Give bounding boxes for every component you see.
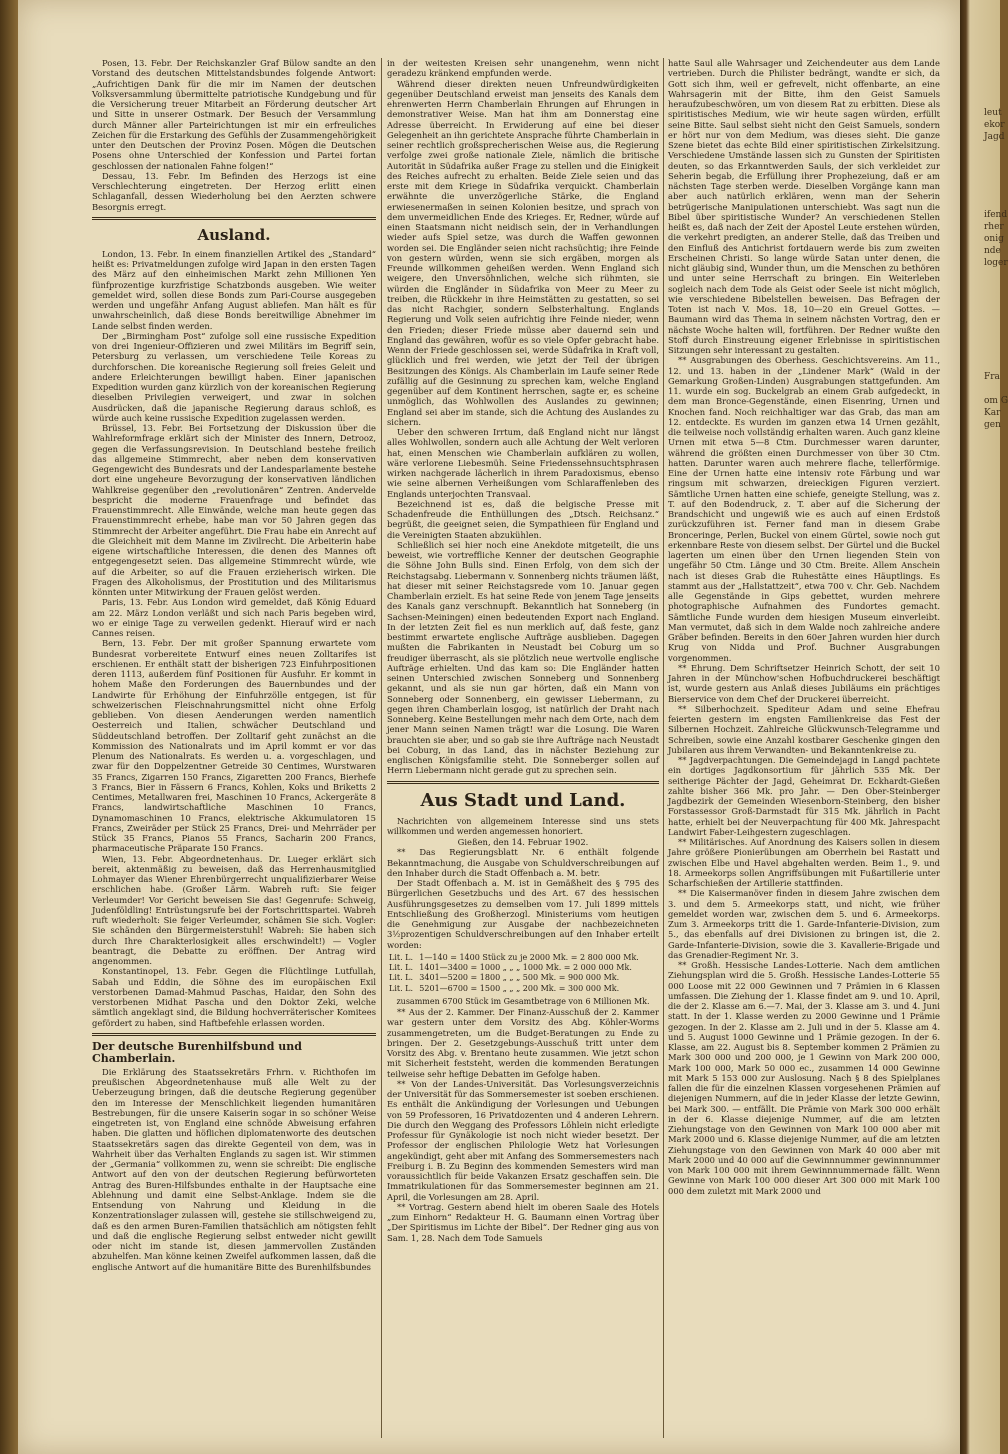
article-universitaet: ** Von der Landes-Universität. Das Vorlesungsverzeichnis der Universität für das Sommersemester ist soeben erschienen. Es enthält die Ankündigung der Vorlesungen und Uebungen von 59 Professoren, 16 Privatdozenten und 4 anderen Lehrern. Die durch den Weggang des Professors Löhlein nicht erledigte Professur für Gynäkologie ist noch nicht wieder besetzt. Der Professor der englischen Philologie Wetz hat Vorlesungen angekündigt, geht aber mit Anfang des Sommersemesters nach Freiburg i. B. Zu Beginn des kommenden Semesters wird man voraussichtlich für beide Vakanzen Ersatz geschaffen sein. Die Immatrikulationen für das Sommersemester beginnen am 21. April, die Vorlesungen am 28. April. [387,1078,659,1202]
dateline: Gießen, den 14. Februar 1902. [457,837,589,847]
next-page-fragment: leut [984,108,1002,118]
next-page-fragment: onig [984,234,1004,244]
table-row [387,973,659,983]
article-birmingham: Der „Birmingham Post“ zufolge soll eine russische Expedition von drei Ingenieur-Offizieren und zwei Militärs im Begriff sein, Petersburg zu verlassen, um verschiedene Teile Koreas zu durchforschen. Die koreanische Regierung soll freies Geleit und andere Erleichterungen bewilligt haben. Einer japanischen Expedition wurden ganz kürzlich von der koreanischen Regierung dieselben Privilegien verweigert, und zwar in solchen Ausdrücken, daß die japanische Regierung daraus schloß, es würde auch keine russische Expedition zugelassen werden. [92,330,376,423]
next-page-edge [960,0,1008,1454]
column-rule-1 [381,58,382,1438]
next-page-fragment: rher [984,222,1004,232]
section-title-stadt-land: Aus Stadt und Land. [420,789,626,811]
article-vortrag: ** Vortrag. Gestern abend hielt im oberen Saale des Hotels „zum Einhorn“ Redakteur H. G. Baumann einen Vortrag über „Der Spiritismus im Lichte der Bibel“. Der Redner ging aus von Sam. 1, 28. Nach dem Tode Samuels [387,1201,659,1243]
column-1 [92,58,376,1438]
article-offenbach: Der Stadt Offenbach a. M. ist in Gemäßheit des § 795 des Bürgerlichen Gesetzbuchs und des Art. 67 des hessischen Ausführungsgesetzes zu demselben vom 17. Juli 1899 mittels Entschließung des Großherzogl. Ministeriums vom heutigen die Genehmigung zur Ausgabe der nachbezeichneten 3½prozentigen Schuldverschreibungen auf den Inhaber erteilt worden: [387,878,659,950]
article-silberhochzeit: ** Silberhochzeit. Spediteur Adam und seine Ehefrau feierten gestern im engsten Familienkreise das Fest der Silbernen Hochzeit. Zahlreiche Glückwunsch-Telegramme und Schreiben, sowie eine Anzahl kostbarer Geschenke gingen den Jubilaren aus ihrem Verwandten- und Bekanntenkreise zu. [668,703,940,755]
next-page-fragment: Jagd [984,132,1005,142]
article-lotterie: ** Großh. Hessische Landes-Lotterie. Nach dem amtlichen Ziehungsplan wird die 5. Großh. Hessische Landes-Lotterie 55 000 Loose mit 22 000 Gewinnen und 7 Prämien in 6 Klassen umfassen. Die Ziehung der 1. Klasse findet am 9. und 10. April, die der 2. Klasse am 6.—7. Mai, der 3. Klasse am 3. und 4. Juni statt. In der 1. Klasse werden zu 2000 Gewinne und 1 Prämie gezogen. In der 2. Klasse am 2. Juli und in der 5. Klasse am 4. und 5. August 1000 Gewinne und 1 Prämie gezogen. In der 6. Klasse, am 22. August bis 8. September kommen 2 Prämien zu Mark 300 000 und 200 000, je 1 Gewinn von Mark 200 000, Mark 100 000, Mark 50 000 ec., zusammen 14 000 Gewinne mit Mark 5 153 000 zur Auslosung. Nach § 8 des Spielplanes fallen die für die einzelnen Klassen vorgesehenen Prämien auf diejenigen Nummern, auf die in jeder Klasse der letzte Gewinn, bei Mark 300. — entfällt. Die Prämie von Mark 300 000 erhält in der 6. Klasse diejenige Nummer, auf die am letzten Ziehungstage von den Gewinnen von Mark 100 000 aber mit Mark 2000 und 6. Klasse diejenige Nummer, auf die am letzten Ziehungstage von den Gewinnen von Mark 40 000 aber mit Mark 2000 und 40 000 auf die Gewinnnummer gewinnnummer von Mark 100 000 mit ihrem Gewinnnummernade fällt. Wenn Gewinne von Mark 100 000 dieser Art 300 000 mit Mark 100 000 dem zuletzt mit Mark 2000 und [668,960,940,1196]
article-militaerisches: ** Militärisches. Auf Anordnung des Kaisers sollen in diesem Jahre größere Pionierübungen am Oberrhein bei Rastatt und zwischen Elbe und Havel abgehalten werden. Beim 1., 9. und 18. Armeekorps sollen Angriffsübungen mit Fußartillerie unter Scharfschießen der Artillerie stattfinden. [668,837,940,888]
editorial-note: Nachrichten von allgemeinem Interesse sind uns stets willkommen und werden angemessen honoriert. [387,816,659,836]
next-page-fragment: nde [984,246,1001,256]
article-sonneberg: Schließlich sei hier noch eine Anekdote mitgeteilt, die uns beweist, wie vortreffliche Kenner der deutschen Geographie die Söhne John Bulls sind. Einen Erfolg, von dem sich der Reichstagsabg. Liebermann v. Sonnenberg nichts träumen läßt, hat dieser mit seiner Reichstagsrede vom 10. Januar gegen Chamberlain erzielt. Es hat seine Rede von jenem Tage jenseits des Kanals ganz verschnupft. Bekanntlich hat Sonneberg (in Sachsen-Meiningen) einen bedeutenden Export nach England. In der letzten Zeit fiel es nun merklich auf, daß feste, ganz bestimmt erwartete englische Aufträge ausblieben. Dagegen mußten die Fabrikanten in Neustadt bei Coburg um so freudiger überrascht, als sie plötzlich neue wertvolle englische Aufträge erhielten. Und das kam so: Die Engländer hatten seinen Unterschied zwischen Sonneberg und Sonnenberg gekannt, und als sie nun gar hörten, daß ein Mann von Sonneberg oder Sonnenberg, ein gewisser Liebermann, zu gegen ihren Chamberlain losgog, ist natürlich der Draht nach Sonneberg. Keine Bestellungen mehr nach dem Orte, nach dem jener Mann seinen Namen trägt! war die Losung. Die Waren brauchten sie aber, und so gab sie ihre Aufträge nach Neustadt bei Coburg, in das Land, das in nächster Beziehung zur englischen Königsfamilie steht. Die Sonneberger sollen auf Herrn Liebermann nicht gerade gut zu sprechen sein. [387,539,659,776]
section-title-buren: Der deutsche Burenhilfsbund und Chamberlain. [92,1039,302,1065]
article-jagdverpachtungen: ** Jagdverpachtungen. Die Gemeindejagd in Langd pachtete ein dortiges Jagdkonsortium für jährlich 535 Mk. Der seitherige Pächter der Jagd, Geheimrat Dr. Eckhardt-Gießen zahlte bisher 366 Mk. pro Jahr. — Den Ober-Steinberger Jagdbezirk der Gemeinden Wiesenborn-Steinberg, den bisher Forstassessor Groß-Darmstadt für 315 Mk. jährlich in Pacht hatte, erhielt bei der Neuverpachtung für 400 Mk. Jahrespacht Landwirt Faber-Leihgestern zugeschlagen. [668,755,940,837]
article-buren-cont: in der weitesten Kreisen sehr unangenehm, wenn nicht geradezu kränkend empfunden werde. [387,58,659,79]
article-bern: Bern, 13. Febr. Der mit großer Spannung erwartete vom Bundesrat vorbereitete Entwurf eines neuen Zolltarifes ist erschienen. Er enthält statt der bisherigen 723 Einfuhrpositionen deren 1113, außerdem fünf Positionen für Ausfuhr. Er kommt in hohem Maße den Forderungen des Bauernbundes und der Landwirte für Erhöhung der Einfuhrzölle entgegen, ist für schweizerischen Fleischnahrungsmittel nicht ohne Erfolg geblieben. Von diesen Aenderungen werden namentlich Oesterreich und Italien, schwächer Deutschland und Süddeutschland betroffen. Der Zolltarif geht zunächst an die Kommission des Nationalrats und im April kommt er vor das Plenum des Nationalrats. Es werden u. a. vorgeschlagen, und zwar für den Doppelzentner Getreide 30 Centimes, Wurstwaren 35 Francs, Zigarren 150 Francs, Zigaretten 200 Francs, Bierhefe 3 Francs, Bier in Fässern 6 Francs, Kohlen, Koks und Briketts 2 Centimes, Metallwaren frei, Maschinen 10 Francs, Ackergeräte 8 Francs, landwirtschaftliche Maschinen 10 Francs, Dynamomaschinen 10 Francs, elektrische Akkumulatoren 15 Francs, Zweiräder per Stück 25 Francs, Drei- und Mehrräder per Stück 35 Francs, Pianos 55 Francs, Sacharin 200 Francs, pharmaceutische Präparate 150 Francs. [92,638,376,854]
table-cell: 1401—3400 = 1000 „ „ „ 1000 Mk. = 2 000 000 Mk. [419,963,632,972]
article-dessau: Dessau, 13. Febr. Im Befinden des Herzogs ist eine Verschlechterung eingetreten. Der Herzog erlitt einen Schlaganfall, dessen Wiederholung bei den Aerzten schwere Besorgnis erregt. [92,170,376,212]
table-cell: Lit. L. [389,983,414,993]
binding-edge-left [0,0,18,1454]
article-london: London, 13. Febr. In einem finanziellen Artikel des „Standard“ heißt es: Privatmeldungen zufolge wird Japan in den ersten Tagen des März auf den einheimischen Markt zehn Millionen Yen fünfprozentige kurzfristige Schatzbonds ausgeben. Wie weiter gemeldet wird, sollen diese Bonds zum Pari-Course ausgegeben werden und ungefähr Anfang August abliefen. Man hält es für unwahrscheinlich, daß diese Bonds bereitwillige Abnehmer im Lande selbst finden werden. [92,248,376,331]
article-paris: Paris, 13. Febr. Aus London wird gemeldet, daß König Eduard am 22. März London verläßt und sich nach Paris begeben wird, wo er einige Tage zu verweilen gedenkt. Hierauf wird er nach Cannes reisen. [92,597,376,638]
table-row [387,953,659,963]
article-regierungsblatt: ** Das Regierungsblatt Nr. 6 enthält folgende Bekanntmachung, die Ausgabe von Schuldverschreibungen auf den Inhaber durch die Stadt Offenbach a. M. betr. [387,847,659,878]
table-cell: 1—140 = 1400 Stück zu je 2000 Mk. = 2 800 000 Mk. [419,952,639,962]
article-irrtum: Ueber den schweren Irrtum, daß England nicht nur längst alles Wohlwollen, sondern auch alle Achtung der Welt verloren hat, einen Menschen wie Chamberlain aufklären zu wollen, wäre verlorene Liebesmüh. Seine Friedenssehnsuchtsphrasen wirken nachgerade lächerlich in ihrem Paradoxismus, ebenso wie seine albernen Verheißungen vom Schlaraffenleben des Englands unterjochten Transvaal. [387,427,659,499]
next-page-fragment: Kar [984,408,1001,418]
bond-table [387,953,659,994]
table-cell: Lit. L. [389,963,414,972]
next-page-fragment: loger [984,258,1008,268]
section-divider [92,1033,376,1036]
next-page-fragment: Fra [984,372,1000,382]
article-belgische-presse: Bezeichnend ist es, daß die belgische Presse mit Schadenfreude die Enthüllungen des „Dtsch. Reichsanz.“ begrüßt, die geeignet seien, die Sympathieen für England und die Vereinigten Staaten abzukühlen. [387,498,659,540]
article-kaisermanoever: ** Die Kaisermanöver finden in diesem Jahre zwischen dem 3. und dem 5. Armeekorps statt, und nicht, wie früher gemeldet worden war, zwischen dem 5. und 6. Armeekorps. Zum 3. Armeekorps tritt die 1. Garde-Infanterie-Division, zum 5., das ebenfalls auf drei Divisionen zu bringen ist, die 2. Garde-Infanterie-Division, sowie die 3. Kavallerie-Brigade und das Grenadier-Regiment Nr. 3. [668,888,940,960]
section-title-ausland: Ausland. [197,225,271,244]
table-row [387,984,659,994]
next-page-fragment: ekor [984,120,1005,130]
article-bruessel: Brüssel, 13. Febr. Bei Fortsetzung der Diskussion über die Wahlreformfrage erklärt sich der Minister des Innern, Detrooz, gegen die Verfassungsrevision. In Deutschland bestehe freilich das allgemeine Stimmrecht, aber neben dem konservativen Gegengewicht des Bundesrats und der Landesparlamente bestehe dort eine ungeheure Bevorzugung der konservativen ländlichen Wahlkreise gegenüber den „revolutionären“ Zentren. Andervelde bespricht die moderne Frauenfrage und befindet das Frauenstimmrecht. Alle Einwände, welche man heute gegen das Frauenstimmrecht erhebe, habe man vor 50 Jahren gegen das Stimmrecht der Arbeiter angeführt. Die Frau habe ein Anrecht auf die Gleichheit mit dem Manne im Zivilrecht. Die Arbeiterin habe eigene wirtschaftliche Interessen, die denen des Mannes oft entgegengesetzt seien. Das allgemeine Stimmrecht würde, wie auf die Arbeiter, so auf die Frauen erzieherisch wirken. Die Fragen des Alkoholismus, der Prostitution und des Militarismus könnten unter Mitwirkung der Frauen gelöst werden. [92,423,376,597]
section-divider [387,781,659,784]
next-page-fragment: ifend [984,210,1008,220]
article-ehrung: ** Ehrung. Dem Schriftsetzer Heinrich Schott, der seit 10 Jahren in der Münchow'schen Hofbuchdruckerei beschäftigt ist, wurde gestern aus Anlaß dieses Jubiläums ein prächtiges Bierservice von dem Chef der Druckerei überreicht. [668,662,940,704]
next-page-fragment: om G [984,396,1008,406]
section-divider [92,217,376,220]
table-cell: 3401—5200 = 1800 „ „ „ 500 Mk. = 900 000 Mk. [419,973,620,983]
table-cell: Lit. L. [389,952,414,962]
table-row [387,963,659,973]
table-cell: 5201—6700 = 1500 „ „ „ 200 Mk. = 300 000 Mk. [419,983,620,993]
column-rule-2 [663,58,664,1438]
article-chamberlain: Während dieser direkten neuen Unfreundwürdigkeiten gegenüber Deutschland erweist man jenseits des Kanals dem ehrenwerten Herrn Chamberlain Ehrungen auf Ehrungen in demonstrativer Weise. Man hat ihm am Donnerstag eine Adresse überreicht. In Erwiderung auf eine bei dieser Gelegenheit an ihn gerichtete Ansprache führte Chamberlain in seiner rechtlich großsprecherischen Weise aus, die Regierung verfolge zwei große nationale Ziele, nämlich die britische Autorität in Südafrika außer Frage zu stellen und die Einigkeit des Reiches aufrecht zu erhalten. Beide Ziele seien und das erste mit dem Kriege in Südafrika verquickt. Chamberlain erwähnte die unverzögerliche Stärke, die England erwiesenermaßen in seinen Kolonien besitze, und sprach von dem unvermeidlichen Ende des Krieges. Er, Redner, würde auf einen Staatsmann nicht neidisch sein, der in Verhandlungen wieder aufs Spiel setze, was durch die Waffen gewonnen worden sei. Die Engländer seien nicht rachsüchtig; ihre Feinde von gestern würden, wenn sie sich ergäben, morgen als Freunde willkommen geheißen werden. Wenn England sich weigere, den Unversöhnlichen, welche sich rühmten, sie würden die Engländer in Südafrika von Meer zu Meer zu treiben, die Rückkehr in ihre Heimstätten zu gestatten, so sei das nicht Rachgier, sondern Selbsterhaltung. Englands Regierung und Volk seien aufrichtig ihre Feinde nieder, wenn den Frieden; dieser Friede müsse aber dauernd sein und England das gewähren, wofür es so viele Opfer gebracht habe. Wenn der Friede geschlossen sei, werde Südafrika in Kraft voll, glücklich und frei werden, wie jetzt der Teil der übrigen Besitzungen des Königs. Als Chamberlain im Laufe seiner Rede zufällig auf die Gesinnung zu sprechen kam, welche England gegenüber auf dem Kontinent herrschen, sagte er, es scheine unmöglich, das Wohlwollen des Auslandes zu gewinnen; England sei aber im stande, sich die Achtung des Auslandes zu sichern. [387,78,659,427]
article-kammer: ** Aus der 2. Kammer. Der Finanz-Ausschuß der 2. Kammer war gestern unter dem Vorsitz des Abg. Köhler-Worms zusammengetreten, um die Budget-Beratungen zu Ende zu bringen. Der 2. Gesetzgebungs-Ausschuß tritt unter dem Vorsitz des Abg. v. Brentano heute zusammen. Wie jetzt schon mit Sicherheit feststeht, werden die kommenden Beratungen teilweise sehr heftige Debatten im Gefolge haben. [387,1007,659,1079]
article-buren: Die Erklärung des Staatssekretärs Frhrn. v. Richthofen im preußischen Abgeordnetenhause muß alle Welt zu der Ueberzeugung bringen, daß die deutsche Regierung gegenüber den im Interesse der Menschlichkeit liegenden humanitären Bestrebungen, für die unsere Kaiserin sogar in so schöner Weise eingetreten ist, von England eine schnöde Abweisung erfahren haben. Die glatten und höflichen diplomatenworte des deutschen Staatssekretärs sagen das direkte Gegenteil von dem, was in Wahrheit über das Verhalten Englands zu sagen ist. Wir stimmen der „Germania“ vollkommen zu, wenn sie schreibt: Die englische Antwort auf den von der deutschen Regierung befürworteten Antrag des Buren-Hilfsbundes enthalte in der Hauptsache eine Ablehnung und damit eine Selbst-Anklage. Indem sie die Entsendung von Nahrung und Kleidung in die Konzentrationslager zulassen will, gestehe sie stillschweigend zu, daß es den armen Buren-Familien thatsächlich am nötigsten fehlt und daß die englische Regierung selbst entweder nicht gewillt oder nicht im stande ist, diesen jammervollen Zuständen abzuhelfen. Man könne keinen Zweifel aufkommen lassen, daß die englische Antwort auf die humanitäre Bitte des Burenhilfsbundes [92,1066,376,1272]
article-posen: Posen, 13. Febr. Der Reichskanzler Graf Bülow sandte an den Vorstand des deutschen Mittelstandsbundes folgende Antwort: „Aufrichtigen Dank für die mir im Namen der deutschen Volksversammlung übermittelte patriotische Kundgebung und für die Versicherung treuer Mitarbeit an Förderung deutscher Art und Sitte in unserer Ostmark. Der Besuch der Versammlung durch Männer aller Parteirichtungen ist mir ein erfreuliches Zeichen für die Erstarkung des Gefühls der Zusammengehörigkeit unter den Deutschen der Provinz Posen. Mögen die Deutschen Posens ohne Unterschied der Konfession und Partei fortan geschlossen der nationalen Fahne folgen!“ [92,58,376,171]
column-3 [668,58,940,1438]
article-wien: Wien, 13. Febr. Abgeordnetenhaus. Dr. Lueger erklärt sich bereit, aktenmäßig zu beweisen, daß das Herrenhausmitglied Lohmayer das Wiener Ehrenbürgerrecht unqualifizierbarer Weise erschlichen habe. (Großer Lärm. Wabreh ruft: Sie feiger Verleumder! Vor Gericht beweisen Sie das! Gegenrufe: Schweig, Judenföldling! Entrüstungsrufe bei der Fortschrittspartei. Wabreh ruft wiederholt: Sie feiger Verleumder, schämen Sie sich. Vogler: Sie schänden den Bürgermeisterstuhl! Wabreh: Sie haben sich durch Ihre Charakterlosigkeit alles erschwindelt!) — Vogler beantragt, die Debatte zu eröffnen. Der Antrag wird angenommen. [92,853,376,966]
table-cell: Lit. L. [389,973,414,983]
article-konstantinopel: Konstantinopel, 13. Febr. Gegen die Flüchtlinge Lutfullah, Sabah und Eddin, die Söhne des im europäischen Exil verstorbenen Damad-Mahmud Paschas, Haidar, den Sohn des verstorbenen Midhat Pascha und den Doktor Zeki, welche sämtlich angeklagt sind, die Bildung hochverräterischer Komitees gefördert zu haben, sind Haftbefehle erlassen worden. [92,966,376,1028]
article-vortrag-cont: hatte Saul alle Wahrsager und Zeichendeuter aus dem Lande vertrieben. Durch die Philister bedrängt, wandte er sich, da Gott sich ihm, weil er gefrevelt, nicht offenbarte, an eine Wahrsagerin mit der Bitte, ihm den Geist Samuels heraufzubeschwören, um von diesem Rat zu erbitten. Diese als spiritistisches Medium, wie wir heute sagen würden, erfüllt seine Bitte. Saul selbst sieht nicht den Geist Samuels, sondern er hört nur von dem Medium, was dieses sieht. Die ganze Szene bietet das echte Bild einer spiritistischen Zirkelsitzung. Verschiedene Umstände lassen sich zu Gunsten der Spiritisten deuten, so das Erkanntwerden Sauls, der sich verkleidet zur Seherin begab, die Erfüllung ihrer Prophezeiung, daß er am nächsten Tage sterben werde. Dieselben Vorgänge kann man aber auch natürlich erklären, wenn man der Seherin betrügerische Manipulationen unterschiebt. Was sagt nun die Bibel über spiritistische Wunder? An verschiedenen Stellen heißt es, daß nach der Zeit der Apostel Leute erstehen würden, die verkehrt predigten, an anderer Stelle, daß das Treiben und den Einfluß des Antichrist fortdauern werde bis zum zweiten Erscheinen Christi. So lange würde Satan unter denen, die nicht gläubig sind, Wunder thun, um die Menschen zu bethören und unter seine Herrschaft zu bringen. Ein Weiterleben sogleich nach dem Tode als Geist oder Seele ist nicht möglich, wie verschiedene Bibelstellen beweisen. Das Befragen der Toten ist nach V. Mos. 18, 10—20 ein Greuel Gottes. — Baumann wird das Thema in seinem nächsten Vortrag, den er nächste Woche halten will, fortführen. Der Redner wußte den Stoff durch Einstreuung eigener Erlebnisse in spiritistischen Sitzungen sehr interessant zu gestalten. [668,58,940,355]
column-2 [387,58,659,1438]
next-page-fragment: gen [984,420,1001,430]
bond-total: zusammen 6700 Stück im Gesamtbetrage von 6 Millionen Mk. [396,996,650,1006]
article-ausgrabungen: ** Ausgrabungen des Oberhess. Geschichtsvereins. Am 11., 12. und 13. haben in der „Lindener Mark“ (Wald in der Gemarkung Großen-Linden) Ausgrabungen stattgefunden. Am 11. wurde ein sog. Buckelgrab an einem Grab aufgedeckt, in dem man Bronce-Gegenstände, einen Eisenring, Urnen und Knochen fand. Noch reichhaltiger war das Grab, das man am 12. entdeckte. Es wurden im ganzen etwa 14 Urnen gezählt, die teilweise noch vollständig erhalten waren. Auch ganz kleine Urnen mit etwa 5—8 Ctm. Durchmesser waren darunter, während die größten einen Durchmesser von über 30 Ctm. hatten. Darunter waren auch mehrere flache, tellerförmige. Eine der Urnen hatte eine intensiv rote Färbung und war ringsum mit schwarzen, dreieckigen Figuren verziert. Sämtliche Urnen hatten eine schiefe, geneigte Stellung, was z. T. auf den Bodendruck, z. T. aber auf die Sicherung der Brandschicht und ungewiß wie es auch auf einen Erdstoß zurückzuführen ist. Ferner fand man in diesem Grabe Bronceringe, Perlen, Buckel von einem Gürtel, sowie noch gut erkennbare Reste von diesem selbst. Der Gürtel und die Buckel lagerten um einen über den Urnen liegenden Stein von ungefähr 50 Ctm. Länge und 30 Ctm. Breite. Allem Anschein nach ist dieses Grab die Ruhestätte eines Häuptlings. Es stammt aus der „Hallstattzeit“, etwa 700 v. Chr. Geb. Nachdem alle Gegenstände in Gips gebettet, wurden mehrere photographische Aufnahmen des Fundortes gemacht. Sämtliche Funde wurden dem hiesigen Museum einverleibt. Man vermutet, daß sich in dem Walde noch zahlreiche andere Gräber befinden. Bereits in den 60er Jahren wurden hier durch Krug von Nidda und Prof. Buchner Ausgrabungen vorgenommen. [668,355,940,663]
